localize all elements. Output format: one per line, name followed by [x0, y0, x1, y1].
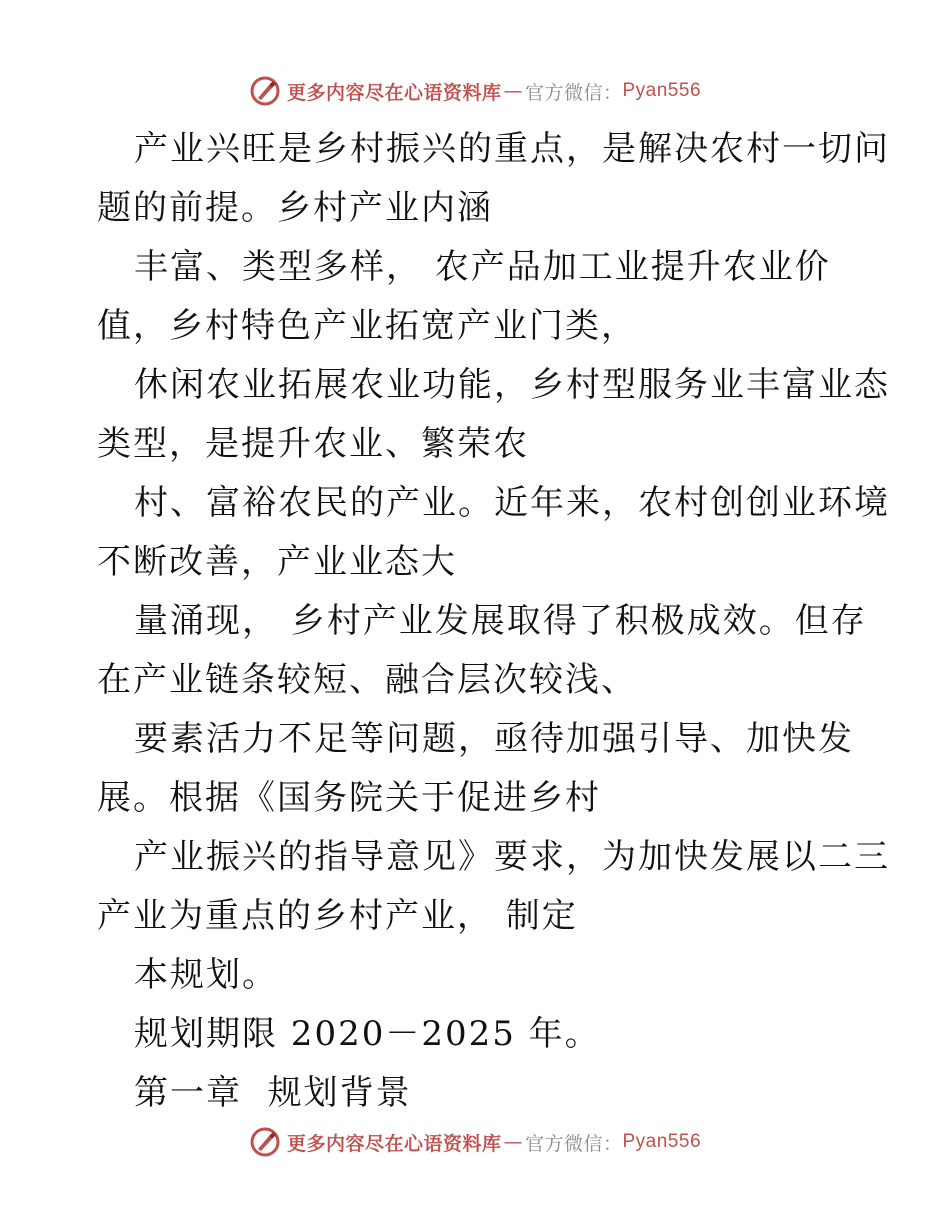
text-line: 本规划。	[134, 955, 278, 995]
text-line: 产业兴旺是乡村振兴的重点，是解决农村一切问	[134, 129, 890, 169]
watermark-wechat-id: Pyan556	[622, 80, 702, 101]
text-line: 产业为重点的乡村产业， 制定	[97, 896, 578, 936]
watermark-label: 官方微信：	[524, 81, 623, 104]
text-line: 值，乡村特色产业拓宽产业门类，	[97, 306, 637, 346]
pen-logo-icon	[249, 1126, 281, 1158]
text-line: 量涌现， 乡村产业发展取得了积极成效。但存	[134, 601, 867, 641]
text-line: 村、富裕农民的产业。近年来，农村创创业环境	[134, 483, 890, 523]
watermark-wechat-id: Pyan556	[622, 1131, 702, 1152]
text-line: 第一章 规划背景	[134, 1073, 412, 1113]
text-line: 产业振兴的指导意见》要求，为加快发展以二三	[134, 837, 890, 877]
text-line: 休闲农业拓展农业功能，乡村型服务业丰富业态	[134, 365, 890, 405]
watermark-dash: —	[503, 80, 523, 102]
watermark-label: 官方微信：	[524, 1132, 623, 1155]
text-line: 展。根据《国务院关于促进乡村	[97, 778, 601, 818]
header-watermark	[0, 71, 950, 111]
watermark-brand: 更多内容尽在心语资料库	[286, 81, 502, 104]
text-line: 丰富、类型多样， 农产品加工业提升农业价	[134, 247, 831, 287]
text-line: 不断改善，产业业态大	[97, 542, 457, 582]
text-line: 类型，是提升农业、繁荣农	[97, 424, 529, 464]
watermark-dash: —	[503, 1131, 523, 1153]
document-body	[97, 120, 890, 1123]
pen-logo-icon	[249, 75, 281, 107]
text-line: 要素活力不足等问题，亟待加强引导、加快发	[134, 719, 854, 759]
text-line: 在产业链条较短、融合层次较浅、	[97, 660, 637, 700]
watermark-brand: 更多内容尽在心语资料库	[286, 1132, 502, 1155]
text-line: 规划期限 2020－2025 年。	[134, 1014, 601, 1054]
text-line: 题的前提。乡村产业内涵	[97, 188, 493, 228]
footer-watermark	[0, 1122, 950, 1162]
